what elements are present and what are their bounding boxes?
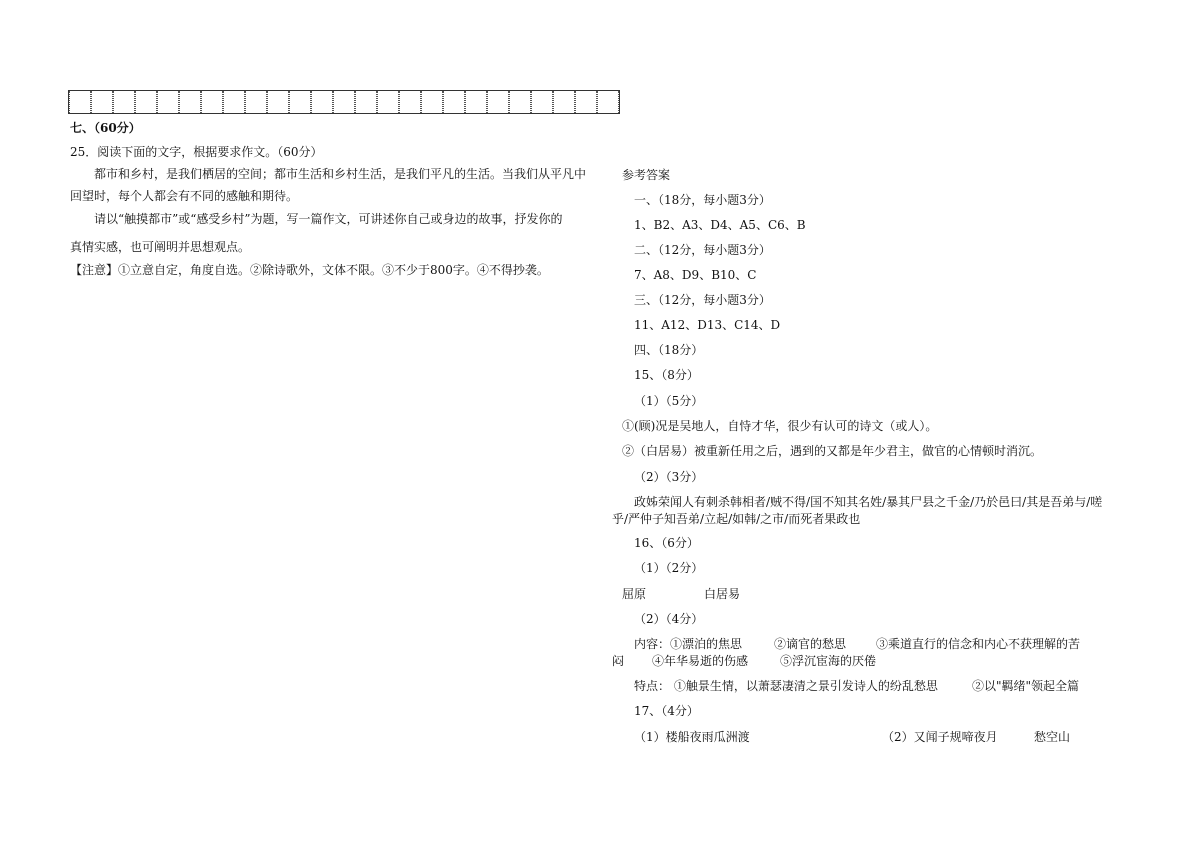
- question-25-prompt: 25．阅读下面的文字，根据要求作文。（60分）: [70, 145, 323, 159]
- grid-cell: [91, 91, 113, 113]
- grid-cell: [575, 91, 597, 113]
- grid-cell: [223, 91, 245, 113]
- grid-cell: [245, 91, 267, 113]
- section-3-answers: 11、A12、D13、C14、D: [634, 318, 781, 332]
- question-17-answer-3: 愁空山: [1034, 730, 1071, 744]
- question-16-content-b: ②谪官的愁思: [774, 637, 847, 651]
- question-15-part-2: （2）（3分）: [634, 470, 704, 484]
- answer-key-title: 参考答案: [622, 168, 671, 182]
- grid-cell: [289, 91, 311, 113]
- section-3-heading: 三、（12分，每小题3分）: [634, 293, 771, 307]
- essay-paragraph-2-line-1: 请以“触摸都市”或“感受乡村”为题，写一篇作文，可讲述你自己或身边的故事，抒发你的: [94, 212, 563, 226]
- essay-paragraph-2-line-2: 真情实感，也可阐明并思想观点。: [70, 240, 251, 254]
- section-2-answers: 7、A8、D9、B10、C: [634, 268, 757, 282]
- grid-cell: [377, 91, 399, 113]
- question-16-answer-1b: 白居易: [704, 587, 741, 601]
- question-15-answer-1b: ②（白居易）被重新任用之后，遇到的又都是年少君主，做官的心情顿时消沉。: [622, 444, 1043, 458]
- grid-cell: [333, 91, 355, 113]
- question-15-heading: 15、（8分）: [634, 368, 699, 382]
- grid-cell: [113, 91, 135, 113]
- question-17-answer-1: （1）楼船夜雨瓜洲渡: [634, 730, 750, 744]
- question-15-answer-2-line-2: 乎/严仲子知吾弟/立起/如韩/之市/而死者果政也: [612, 512, 861, 526]
- section-1-answers: 1、B2、A3、D4、A5、C6、B: [634, 218, 806, 232]
- grid-cell: [487, 91, 509, 113]
- section-1-heading: 一、（18分，每小题3分）: [634, 193, 771, 207]
- grid-cell: [531, 91, 553, 113]
- question-16-part-2: （2）（4分）: [634, 612, 704, 626]
- grid-cell: [135, 91, 157, 113]
- question-16-content-d: 闷: [612, 654, 625, 668]
- grid-cell: [157, 91, 179, 113]
- grid-cell: [597, 91, 619, 113]
- question-16-content-a: 内容：①漂泊的焦思: [634, 637, 743, 651]
- grid-cell: [399, 91, 421, 113]
- essay-paragraph-1-line-2: 回望时，每个人都会有不同的感触和期待。: [70, 189, 299, 203]
- grid-cell: [69, 91, 91, 113]
- question-16-features-b: ②以"羁绪"领起全篇: [972, 679, 1080, 693]
- section-seven-heading: 七、（60分）: [70, 121, 141, 135]
- question-15-answer-1a: ①(顾)况是吴地人，自恃才华，很少有认可的诗文（或人）。: [622, 419, 938, 433]
- answer-grid: [68, 90, 620, 114]
- essay-paragraph-1-line-1: 都市和乡村，是我们栖居的空间；都市生活和乡村生活，是我们平凡的生活。当我们从平凡中: [94, 167, 587, 181]
- grid-cell: [421, 91, 443, 113]
- question-16-heading: 16、（6分）: [634, 536, 699, 550]
- essay-notes: 【注意】①立意自定，角度自选。②除诗歌外，文体不限。③不少于800字。④不得抄袭。: [70, 263, 549, 277]
- grid-cell: [355, 91, 377, 113]
- question-16-content-f: ⑤浮沉宦海的厌倦: [780, 654, 877, 668]
- grid-cell: [311, 91, 333, 113]
- section-4-heading: 四、（18分）: [634, 343, 704, 357]
- question-17-answer-2: （2）又闻子规啼夜月: [882, 730, 998, 744]
- grid-cell: [443, 91, 465, 113]
- grid-cell: [201, 91, 223, 113]
- grid-cell: [179, 91, 201, 113]
- grid-cell: [553, 91, 575, 113]
- question-16-content-e: ④年华易逝的伤感: [652, 654, 749, 668]
- question-16-answer-1a: 屈原: [622, 587, 647, 601]
- question-15-answer-2-line-1: 政姊荣闻人有刺杀韩相者/贼不得/国不知其名姓/暴其尸县之千金/乃於邑曰/其是吾弟与/嗟: [634, 495, 1103, 509]
- question-16-features-a: 特点： ①触景生情，以萧瑟凄清之景引发诗人的纷乱愁思: [634, 679, 938, 693]
- grid-cell: [267, 91, 289, 113]
- section-2-heading: 二、（12分，每小题3分）: [634, 243, 771, 257]
- question-16-part-1: （1）（2分）: [634, 561, 704, 575]
- question-16-content-c: ③乘道直行的信念和内心不获理解的苦: [876, 637, 1081, 651]
- question-17-heading: 17、（4分）: [634, 704, 699, 718]
- question-15-part-1: （1）（5分）: [634, 394, 704, 408]
- grid-cell: [509, 91, 531, 113]
- grid-cell: [465, 91, 487, 113]
